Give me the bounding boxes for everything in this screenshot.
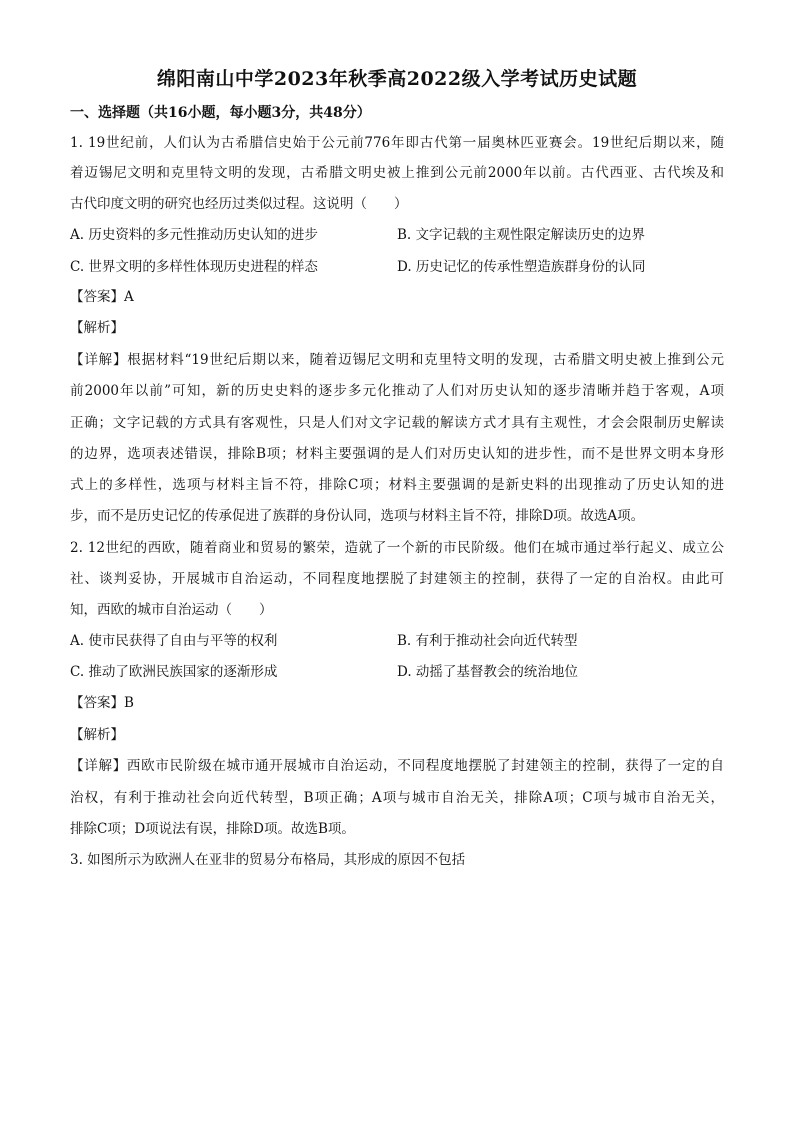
question-1-option-d: D. 历史记忆的传承性塑造族群身份的认同 (397, 259, 646, 275)
question-1-stem-line-2: 着迈锡尼文明和克里特文明的发现，古希腊文明史被上推到公元前2000年以前。古代西亚、古代埃及和 (70, 165, 724, 181)
question-2-detail-line-2: 治权，有利于推动社会向近代转型，B项正确；A项与城市自治无关，排除A项；C项与城市自治无关， (70, 790, 724, 806)
question-2-option-b: B. 有利于推动社会向近代转型 (397, 633, 578, 649)
question-2-analysis-label: 【解析】 (70, 727, 124, 743)
question-1-stem-line-1: 1. 19世纪前，人们认为古希腊信史始于公元前776年即古代第一届奥林匹亚赛会。19世纪后期以来，随 (70, 135, 724, 151)
question-1-detail-line-3: 正确；文字记载的方式具有客观性，只是人们对文字记载的解读方式才具有主观性，才会会限制历史解读 (70, 415, 724, 431)
question-2-option-c: C. 推动了欧洲民族国家的逐渐形成 (70, 664, 278, 680)
question-2-option-a: A. 使市民获得了自由与平等的权利 (70, 633, 278, 649)
question-2-detail-line-1: 【详解】西欧市民阶级在城市通开展城市自治运动，不同程度地摆脱了封建领主的控制，获得了一定的自 (70, 758, 724, 774)
question-1-detail-line-4: 的边界，选项表述错误，排除B项；材料主要强调的是人们对历史认知的进步性，而不是世界文明本身形 (70, 446, 724, 462)
question-1-detail-line-6: 步，而不是历史记忆的传承促进了族群的身份认同，选项与材料主旨不符，排除D项。故选A项。 (70, 508, 645, 524)
question-2-stem-line-2: 社、谈判妥协，开展城市自治运动，不同程度地摆脱了封建领主的控制，获得了一定的自治权。由此可 (70, 571, 724, 587)
question-2-stem-line-1: 2. 12世纪的西欧，随着商业和贸易的繁荣，造就了一个新的市民阶级。他们在城市通过举行起义、成立公 (70, 540, 724, 556)
question-2-detail-line-3: 排除C项；D项说法有误，排除D项。故选B项。 (70, 821, 355, 837)
question-1-stem-line-3: 古代印度文明的研究也经历过类似过程。这说明（ ） (70, 196, 408, 212)
question-2-stem-line-3: 知，西欧的城市自治运动（ ） (70, 602, 273, 618)
question-1-option-b: B. 文字记载的主观性限定解读历史的边界 (397, 227, 646, 243)
question-3-stem-line-1: 3. 如图所示为欧洲人在亚非的贸易分布格局，其形成的原因不包括 (70, 852, 466, 868)
question-1-option-c: C. 世界文明的多样性体现历史进程的样态 (70, 259, 318, 275)
question-2-option-d: D. 动摇了基督教会的统治地位 (397, 664, 578, 680)
question-1-answer: 【答案】A (70, 289, 134, 305)
question-1-detail-line-2: 前2000年以前”可知，新的历史史料的逐步多元化推动了人们对历史认知的逐步清晰并趋于客观，A项 (70, 383, 724, 399)
question-1-detail-line-1: 【详解】根据材料“19世纪后期以来，随着迈锡尼文明和克里特文明的发现，古希腊文明史被上推到公元 (70, 352, 724, 368)
section-heading: 一、选择题（共16小题，每小题3分，共48分） (70, 105, 371, 121)
question-1-analysis-label: 【解析】 (70, 320, 124, 336)
page-title: 绵阳南山中学2023年秋季高2022级入学考试历史试题 (156, 68, 638, 90)
question-1-detail-line-5: 式上的多样性，选项与材料主旨不符，排除C项；材料主要强调的是新史料的出现推动了历史认知的进 (70, 477, 724, 493)
question-2-answer: 【答案】B (70, 695, 134, 711)
question-1-option-a: A. 历史资料的多元性推动历史认知的进步 (70, 227, 318, 243)
